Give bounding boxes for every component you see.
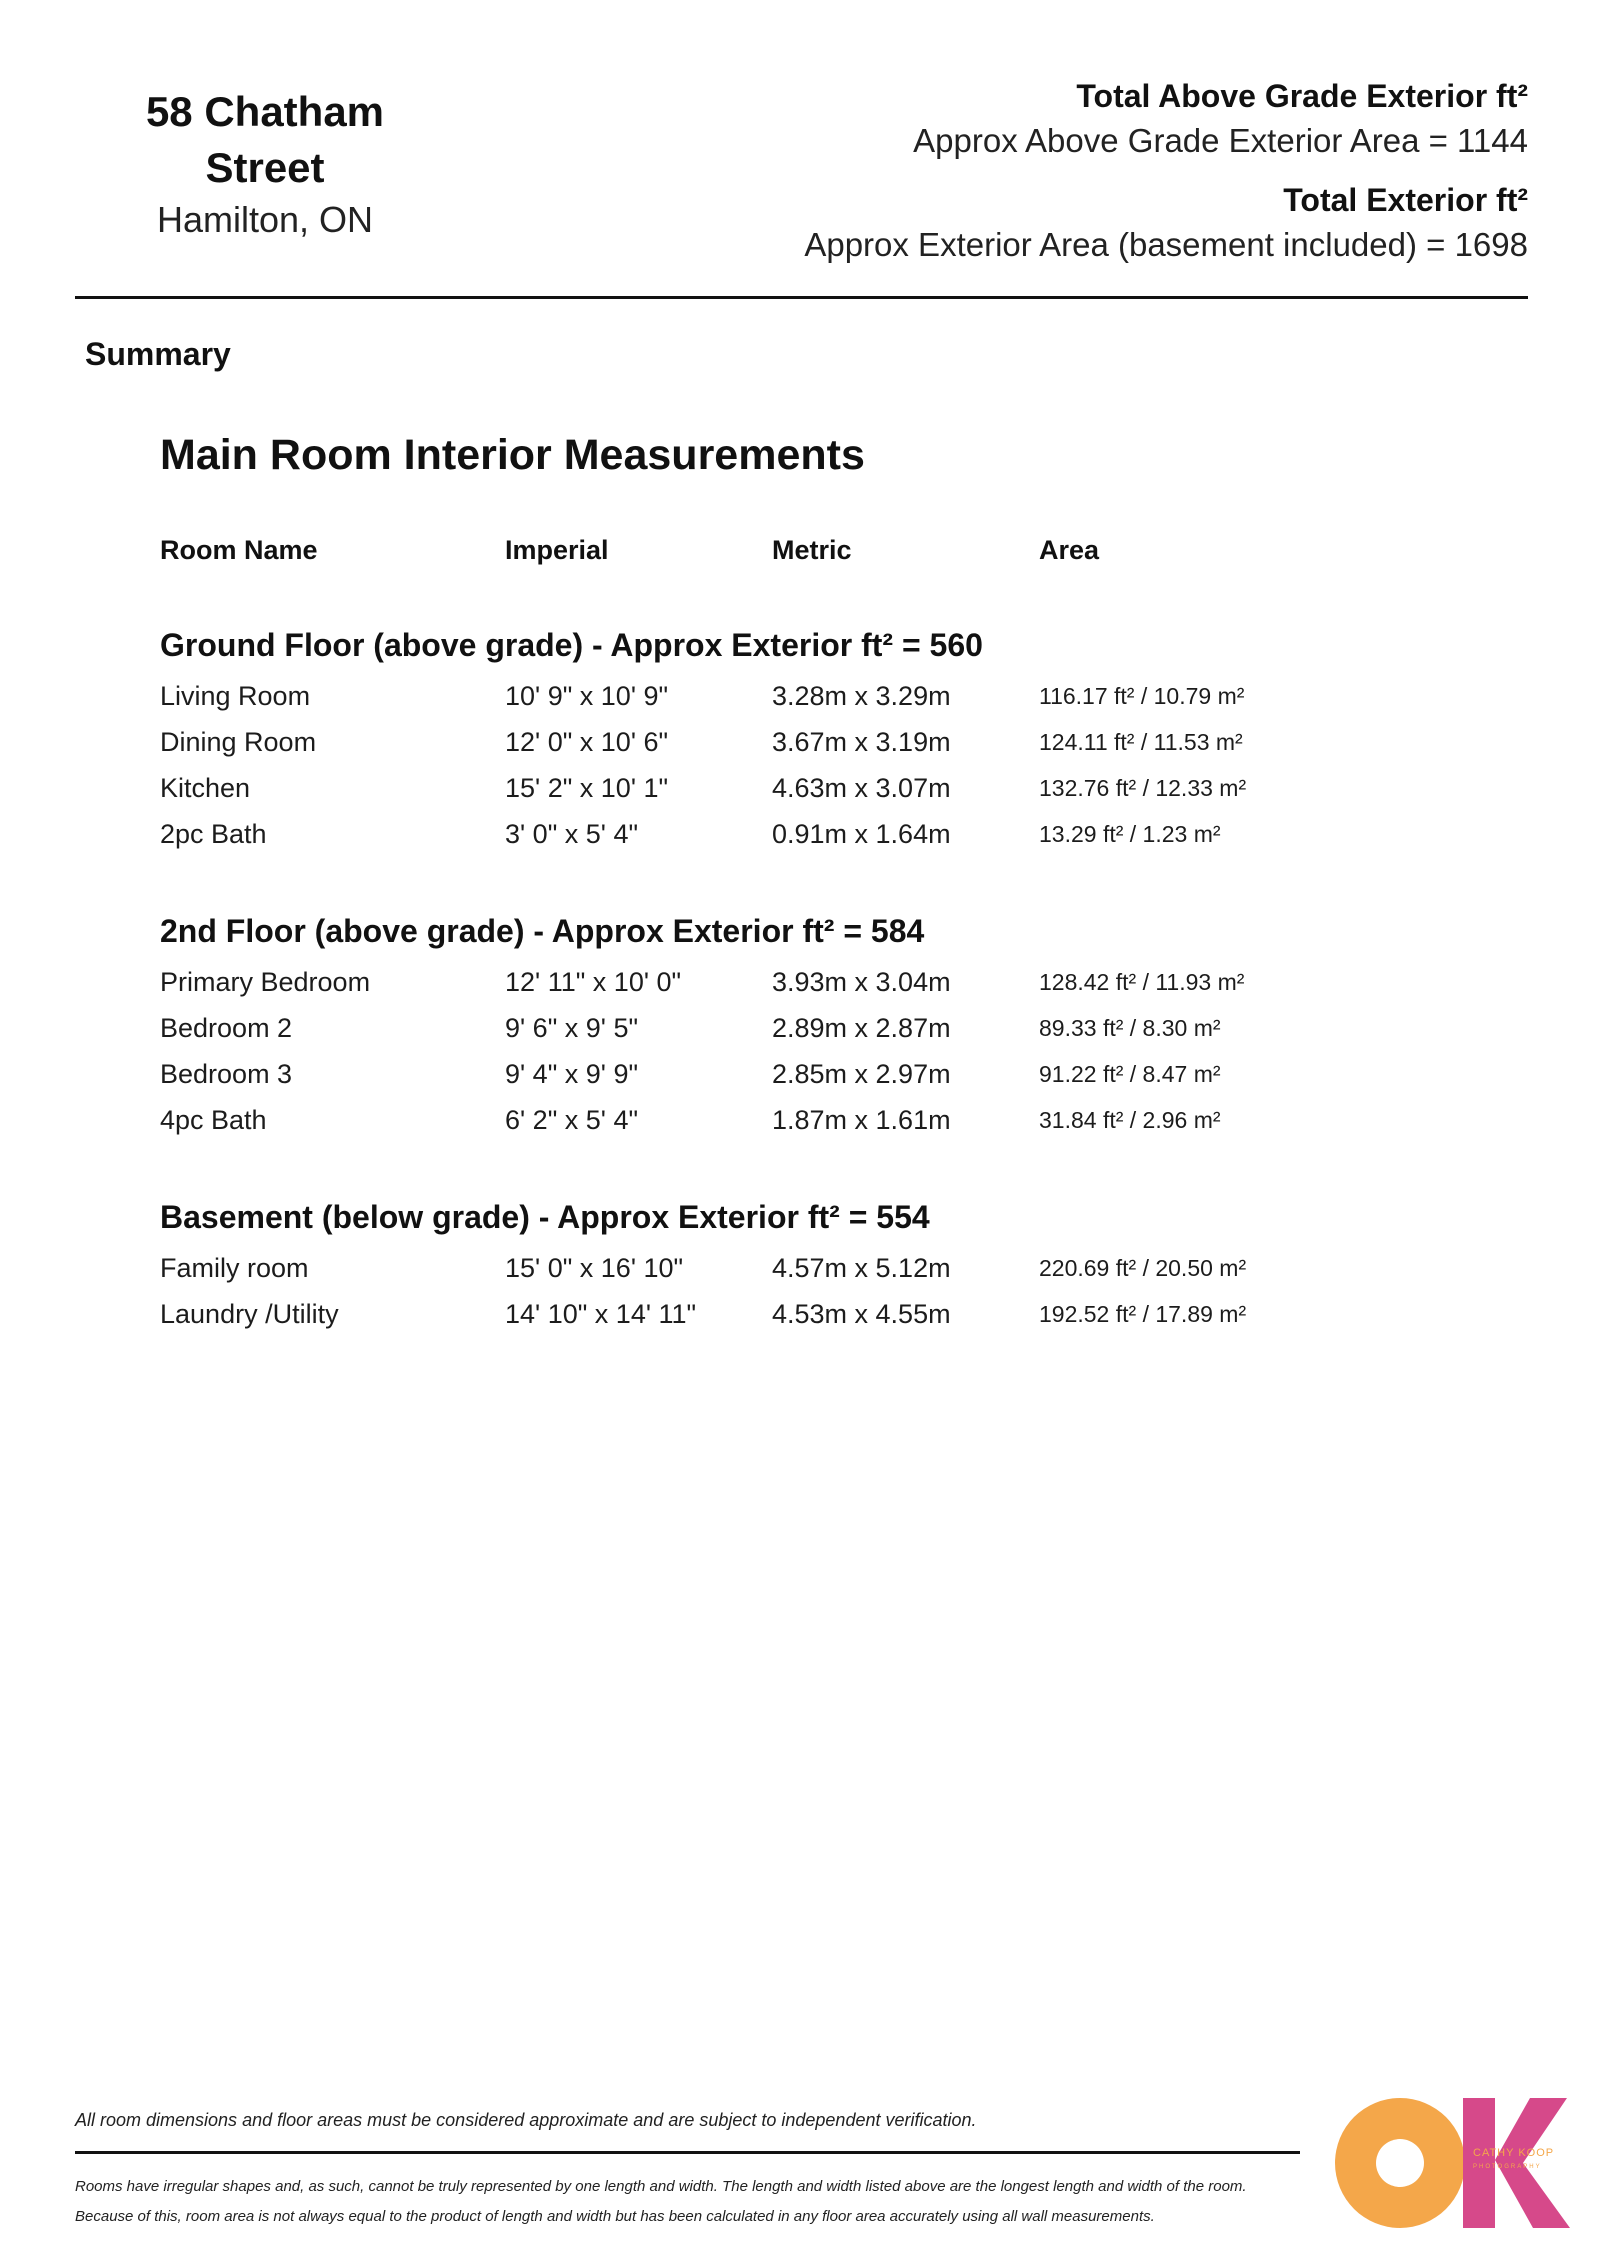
- metric-dimensions: 3.67m x 3.19m: [772, 727, 951, 757]
- column-header-metric: Metric: [772, 535, 852, 565]
- section-title: Basement (below grade) - Approx Exterior ft² = 554: [160, 1199, 930, 1235]
- logo-graphic: [1335, 2098, 1575, 2228]
- imperial-dimensions: 6' 2" x 5' 4": [505, 1105, 639, 1135]
- room-area: 116.17 ft² / 10.79 m²: [1039, 683, 1245, 709]
- metric-dimensions: 4.53m x 4.55m: [772, 1299, 951, 1329]
- column-header-area: Area: [1039, 535, 1100, 565]
- imperial-dimensions: 12' 11" x 10' 0": [505, 967, 682, 997]
- section-title: Ground Floor (above grade) - Approx Exterior ft² = 560: [160, 627, 983, 663]
- footer-notes: [75, 2172, 1247, 2232]
- room-area: 128.42 ft² / 11.93 m²: [1039, 969, 1245, 995]
- imperial-dimensions: 9' 4" x 9' 9": [505, 1059, 639, 1089]
- section-basement: [160, 1195, 1360, 1337]
- room-name: Primary Bedroom: [160, 967, 371, 997]
- imperial-dimensions: 10' 9" x 10' 9": [505, 681, 669, 711]
- table-row: [160, 1051, 1360, 1097]
- table-row: [160, 1097, 1360, 1143]
- header-divider: [75, 296, 1528, 299]
- room-name: Living Room: [160, 681, 311, 711]
- metric-dimensions: 2.85m x 2.97m: [772, 1059, 951, 1089]
- footer-note-line: Rooms have irregular shapes and, as such, cannot be truly represented by one length and width. The length and width listed above are the longest length and width of the room.: [75, 2178, 1247, 2195]
- column-header-imperial: Imperial: [505, 535, 609, 565]
- summary-heading: Summary: [85, 336, 231, 372]
- above-grade-label: Total Above Grade Exterior ft²: [1076, 78, 1528, 114]
- table-row: [160, 765, 1360, 811]
- disclaimer-text: All room dimensions and floor areas must be considered approximate and are subject to independent verification.: [75, 2110, 977, 2130]
- metric-dimensions: 4.63m x 3.07m: [772, 773, 951, 803]
- room-name: 4pc Bath: [160, 1105, 267, 1135]
- room-name: 2pc Bath: [160, 819, 267, 849]
- section-ground-floor: [160, 623, 1360, 857]
- imperial-dimensions: 14' 10" x 14' 11": [505, 1299, 697, 1329]
- metric-dimensions: 0.91m x 1.64m: [772, 819, 951, 849]
- room-name: Dining Room: [160, 727, 317, 757]
- room-area: 13.29 ft² / 1.23 m²: [1039, 821, 1221, 847]
- room-name: Laundry /Utility: [160, 1299, 339, 1329]
- imperial-dimensions: 9' 6" x 9' 5": [505, 1013, 639, 1043]
- table-row: [160, 1291, 1360, 1337]
- area-totals: [804, 74, 1528, 268]
- room-area: 91.22 ft² / 8.47 m²: [1039, 1061, 1221, 1087]
- table-row: [160, 719, 1360, 765]
- logo-name-text: CATHY KOOP: [1473, 2147, 1555, 2159]
- room-name: Bedroom 3: [160, 1059, 293, 1089]
- metric-dimensions: 2.89m x 2.87m: [772, 1013, 951, 1043]
- room-area: 220.69 ft² / 20.50 m²: [1039, 1255, 1247, 1281]
- imperial-dimensions: 3' 0" x 5' 4": [505, 819, 639, 849]
- footer-note-line: Because of this, room area is not always equal to the product of length and width but has been calculated in any floor area accurately using all wall measurements.: [75, 2208, 1155, 2225]
- section-title: 2nd Floor (above grade) - Approx Exterior ft² = 584: [160, 913, 925, 949]
- metric-dimensions: 1.87m x 1.61m: [772, 1105, 951, 1135]
- table-row: [160, 811, 1360, 857]
- room-area: 89.33 ft² / 8.30 m²: [1039, 1015, 1221, 1041]
- column-header-room-name: Room Name: [160, 535, 318, 565]
- above-grade-value: Approx Above Grade Exterior Area = 1144: [913, 122, 1528, 159]
- total-exterior-value: Approx Exterior Area (basement included) = 1698: [804, 226, 1528, 263]
- metric-dimensions: 3.93m x 3.04m: [772, 967, 951, 997]
- room-area: 192.52 ft² / 17.89 m²: [1039, 1301, 1247, 1327]
- section-second-floor: [160, 909, 1360, 1143]
- room-name: Kitchen: [160, 773, 251, 803]
- property-address: [85, 84, 445, 244]
- imperial-dimensions: 15' 2" x 10' 1": [505, 773, 669, 803]
- room-area: 132.76 ft² / 12.33 m²: [1039, 775, 1247, 801]
- metric-dimensions: 4.57m x 5.12m: [772, 1253, 951, 1283]
- room-name: Bedroom 2: [160, 1013, 293, 1043]
- table-row: [160, 1245, 1360, 1291]
- table-row: [160, 959, 1360, 1005]
- footer-divider: [75, 2151, 1300, 2154]
- measurements-table: [160, 425, 1360, 1337]
- street-address: 58 Chatham Street: [145, 88, 385, 191]
- imperial-dimensions: 12' 0" x 10' 6": [505, 727, 669, 757]
- measurements-title: Main Room Interior Measurements: [160, 431, 865, 479]
- logo-subtitle-text: PHOTOGRAPHY: [1473, 2164, 1542, 2170]
- room-area: 124.11 ft² / 11.53 m²: [1039, 729, 1243, 755]
- column-headers: [160, 535, 1360, 571]
- room-area: 31.84 ft² / 2.96 m²: [1039, 1107, 1221, 1133]
- city-province: Hamilton, ON: [156, 199, 374, 240]
- imperial-dimensions: 15' 0" x 16' 10": [505, 1253, 684, 1283]
- photographer-logo: [1335, 2098, 1575, 2228]
- page-header: [0, 0, 1600, 300]
- table-row: [160, 1005, 1360, 1051]
- room-name: Family room: [160, 1253, 309, 1283]
- table-row: [160, 673, 1360, 719]
- metric-dimensions: 3.28m x 3.29m: [772, 681, 951, 711]
- total-exterior-label: Total Exterior ft²: [1283, 182, 1528, 218]
